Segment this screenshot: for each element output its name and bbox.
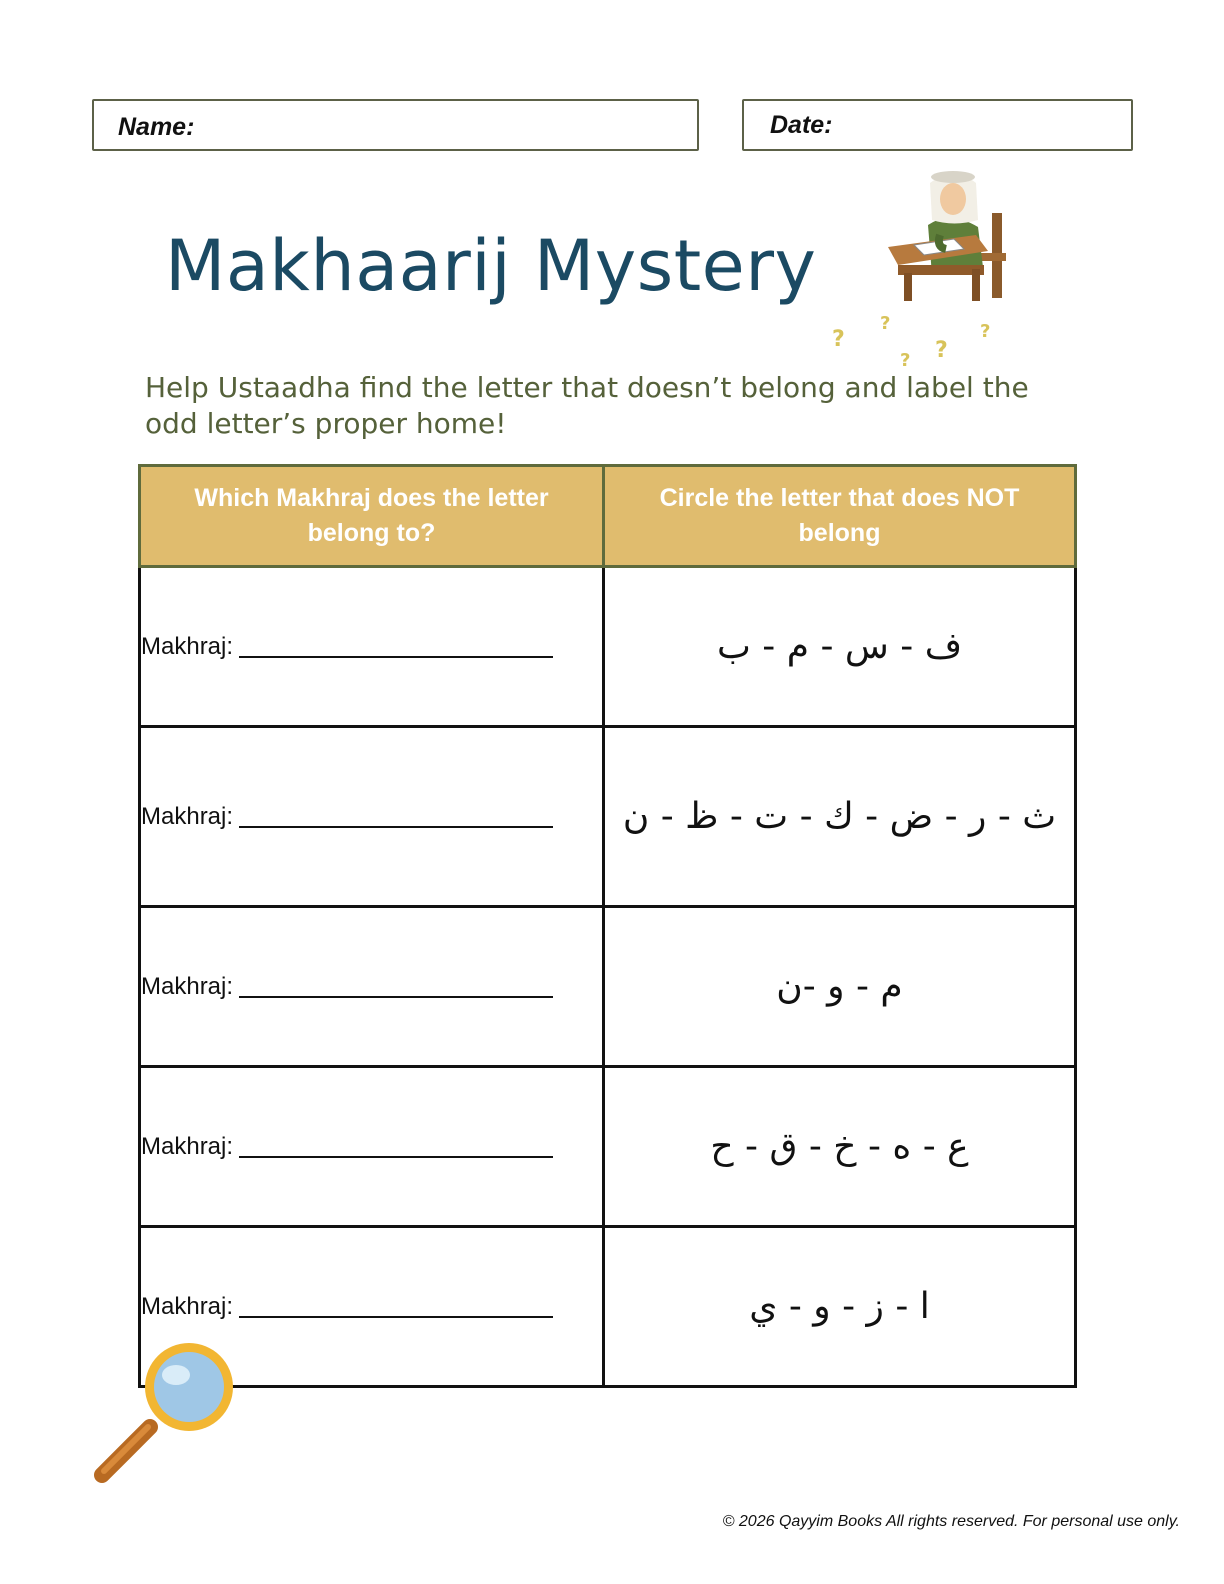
answer-line[interactable] — [239, 826, 553, 828]
question-mark-icon: ? — [832, 327, 845, 352]
name-field[interactable] — [92, 99, 699, 151]
question-mark-icon: ? — [935, 338, 948, 363]
answer-line[interactable] — [239, 1156, 553, 1158]
makhraj-answer-cell[interactable] — [140, 727, 604, 907]
date-label: Date: — [770, 111, 833, 139]
column-header-makhraj: Which Makhraj does the letter belong to? — [140, 466, 604, 567]
letters-cell[interactable]: م - و -ن — [604, 907, 1076, 1067]
name-label: Name: — [118, 113, 195, 141]
makhraj-label: Makhraj: — [141, 1292, 234, 1320]
magnifying-glass-icon — [84, 1335, 244, 1495]
copyright-notice: © 2026 Qayyim Books All rights reserved. For personal use only. — [722, 1513, 1180, 1530]
table-header-row — [140, 466, 1076, 567]
answer-line[interactable] — [239, 996, 553, 998]
makhraj-label: Makhraj: — [141, 802, 234, 830]
makhraj-label: Makhraj: — [141, 632, 234, 660]
makhraj-label: Makhraj: — [141, 972, 234, 1000]
letters-cell[interactable]: ث - ر - ض - ك - ت - ظ - ن — [604, 727, 1076, 907]
table-row — [140, 727, 1076, 907]
student-at-desk-illustration — [880, 165, 1020, 305]
column-header-circle: Circle the letter that does NOT belong — [604, 466, 1076, 567]
page-title: Makhaarij Mystery — [165, 225, 817, 307]
letters-cell[interactable]: ا - ز - و - ي — [604, 1227, 1076, 1387]
makhraj-answer-cell[interactable] — [140, 907, 604, 1067]
answer-line[interactable] — [239, 656, 553, 658]
question-mark-icon: ? — [980, 321, 991, 342]
instructions: Help Ustaadha find the letter that doesn’t belong and label the odd letter’s proper home! — [145, 371, 1029, 440]
question-mark-icon: ? — [880, 313, 891, 334]
date-field[interactable] — [742, 99, 1133, 151]
makhraj-answer-cell[interactable] — [140, 1067, 604, 1227]
question-mark-icon: ? — [900, 350, 911, 371]
table-row — [140, 567, 1076, 727]
letters-cell[interactable]: ع - ه - خ - ق - ح — [604, 1067, 1076, 1227]
makhraj-label: Makhraj: — [141, 1132, 234, 1160]
makhraj-table — [138, 464, 1077, 1388]
letters-cell[interactable]: ف - س - م - ب — [604, 567, 1076, 727]
makhraj-answer-cell[interactable] — [140, 567, 604, 727]
table-row — [140, 1067, 1076, 1227]
table-row — [140, 1227, 1076, 1387]
table-row — [140, 907, 1076, 1067]
answer-line[interactable] — [239, 1316, 553, 1318]
